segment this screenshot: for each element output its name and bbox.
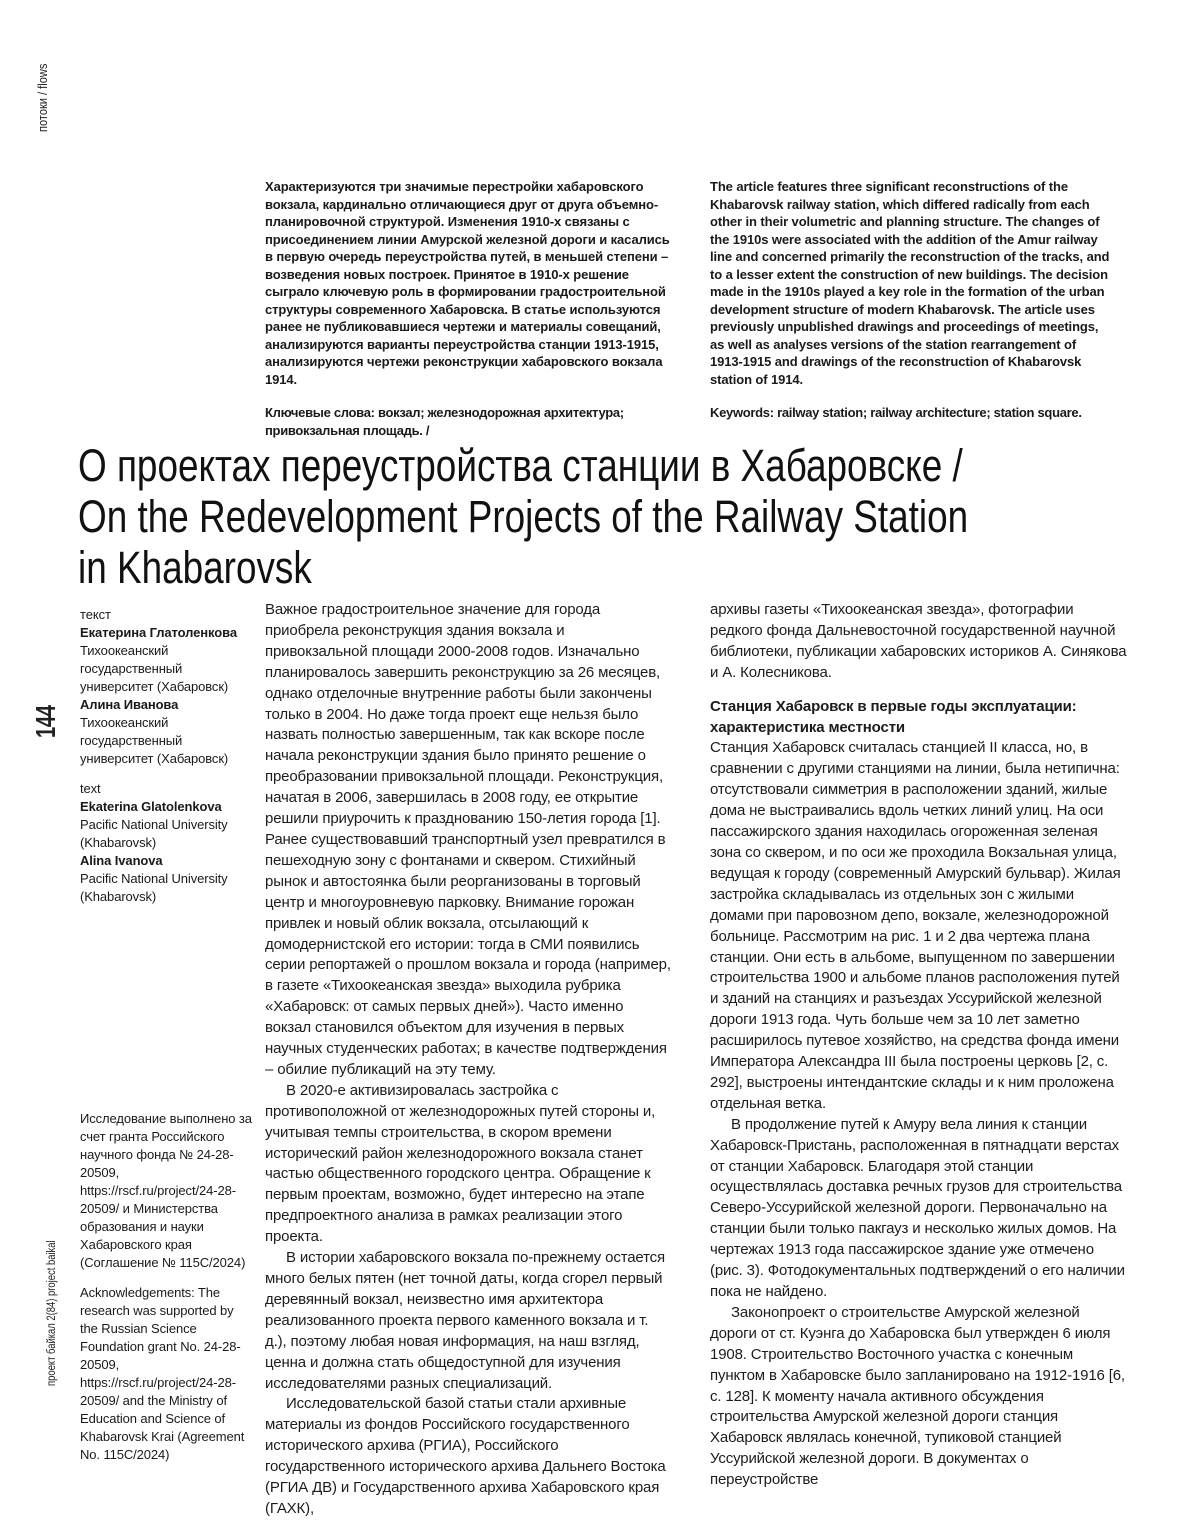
paragraph: В истории хабаровского вокзала по-прежнему остается много белых пятен (нет точной даты, когда сгорел первый деревянный вокзал, неизвестно имя архитектора реализованного проекта первого каменного вокзала и т. д.), поэтому любая новая информация, на наш взгляд, ценна и должна стать общедоступной для изучения исследователями разных специализаций. bbox=[265, 1249, 666, 1392]
article-title-line-3: in Khabarovsk bbox=[78, 542, 312, 593]
author-name: Екатерина Глатоленкова bbox=[80, 625, 237, 640]
acknowledgements-en: Acknowledgements: The research was supported by the Russian Science Foundation grant No. 24-28-20509, https://rscf.ru/project/24-28-20509/ and the Ministry of Education and Science of Khabarovsk Krai (Agreement No. 115C/2024) bbox=[80, 1285, 245, 1462]
abstract-russian-text: Характеризуются три значимые перестройки хабаровского вокзала, кардинально отличающиеся друг от друга объемно-планировочной структурой. Изменения 1910-х связаны с присоединением линии Амурской железной дороги и касались в первую очередь переустройства путей, в меньшей степени – возведения новых построек. Принятое в 1910-х решение сыграло ключевую роль в формировании градостроительной структуры современного Хабаровска. В статье используются ранее не публиковавшиеся чертежи и материалы совещаний, анализируются варианты переустройства станции 1913-1915, анализируются чертежи реконструкции хабаровского вокзала 1914. bbox=[265, 179, 670, 387]
author-affiliation: Тихоокеанский государственный университет (Хабаровск) bbox=[80, 715, 229, 766]
paragraph: Законопроект о строительстве Амурской железной дороги от ст. Куэнга до Хабаровска был утвержден 6 июля 1908. Строительство Восточного участка с конечным пунктом в Хабаровске было запланировано на 1912-1916 [6, с. 128]. К моменту начала активного обсуждения строительства Амурской железной дороги станция Хабаровск являлась конечной, тупиковой станцией Уссурийской железной дороги. В документах о переустройстве bbox=[710, 1303, 1125, 1489]
acknowledgements-block bbox=[80, 1110, 252, 1464]
article-title-line-2: On the Redevelopment Projects of the Railway Station bbox=[78, 491, 969, 542]
author-en-1 bbox=[80, 798, 252, 852]
rubric-vertical-label: потоки / flows bbox=[35, 63, 50, 132]
author-name: Алина Иванова bbox=[80, 697, 179, 712]
paragraph: Исследовательской базой статьи стали архивные материалы из фондов Российского государственного исторического архива (РГИА), Российского государственного исторического архива Дальнего Востока (РГИА ДВ) и Государственного архива Хабаровского края (ГАХК), bbox=[265, 1395, 666, 1517]
abstract-english bbox=[710, 178, 1112, 422]
author-name: Ekaterina Glatolenkova bbox=[80, 799, 222, 814]
authors-label-en: text bbox=[80, 781, 101, 796]
authors-block bbox=[80, 606, 252, 906]
paragraph: В продолжение путей к Амуру вела линия к станции Хабаровск-Пристань, расположенная в пятнадцати верстах от станции Хабаровск. Благодаря этой станции осуществлялась доставка речных грузов для строительства Северо-Уссурийской железной дороги. Первоначально на станции были только пакгауз и несколько жилых домов. На чертежах 1913 года пассажирское здание уже отмечено (рис. 3). Фотодокументальных подтверждений о его наличии пока не найдено. bbox=[710, 1115, 1125, 1300]
article-title-line-1: О проектах переустройства станции в Хабаровске / bbox=[78, 440, 963, 491]
author-en-2 bbox=[80, 852, 252, 906]
abstract-english-text: The article features three significant reconstructions of the Khabarovsk railway station, which differed radically from each other in their volumetric and planning structure. The changes of the 1910s were associated with the addition of the Amur railway line and concerned primarily the reconstruction of the tracks, and to a lesser extent the construction of new buildings. The decision made in the 1910s played a key role in the formation of the urban development structure of modern Khabarovsk. The article uses previously unpublished drawings and proceedings of meetings, as well as analyses versions of the station rearrangement of 1913-1915 and drawings of the reconstruction of Khabarovsk station of 1914. bbox=[710, 179, 1110, 387]
body-column-1 bbox=[265, 600, 671, 1520]
paragraph: Станция Хабаровск считалась станцией II класса, но, в сравнении с другими станциями на линии, была нетипична: отсутствовали симметрия в расположении зданий, жилые дома не выстраивались вдоль четких линий улиц. На оси пассажирского здания находилась огороженная зеленая зона со сквером, и по оси же проходила Вокзальная улица, ведущая к городу (современный Амурский бульвар). Жилая застройка складывалась из отдельных зон с жилыми домами при паровозном депо, вокзале, железнодорожной больнице. Рассмотрим на рис. 1 и 2 два чертежа плана станции. Они есть в альбоме, выпущенном по завершении строительства 1900 и альбоме планов расположения путей и зданий на станциях и разъездах Уссурийской железной дороги 1913 года. Чуть больше чем за 10 лет заметно расширилось путевое хозяйство, на средства фонда имени Императора Александра III была построены церковь [2, с. 292], выстроены интендантские склады и к ним проложена отдельная ветка. bbox=[710, 739, 1121, 1112]
authors-label-ru: текст bbox=[80, 607, 111, 622]
article-title bbox=[78, 440, 968, 593]
author-affiliation: Pacific National University (Khabarovsk) bbox=[80, 871, 228, 904]
page-number: 144 bbox=[30, 705, 61, 738]
keywords-russian: Ключевые слова: вокзал; железнодорожная архитектура; привокзальная площадь. / bbox=[265, 405, 624, 438]
abstract-russian bbox=[265, 178, 671, 439]
author-name: Alina Ivanova bbox=[80, 853, 163, 868]
paragraph: В 2020-е активизировалась застройка с противоположной от железнодорожных путей стороны и, учитывая темпы строительства, в скором времени исторический район железнодорожного вокзала станет частью общественного городского центра. Обращение к первым проектам, возможно, будет интересно на этапе предпроектного анализа в рамках реализации этого проекта. bbox=[265, 1081, 656, 1246]
journal-vertical-label: проект байкал 2(84) project baikal bbox=[46, 1240, 58, 1386]
paragraph: Важное градостроительное значение для города приобрела реконструкция здания вокзала и привокзальной площади 2000-2008 годов. Изначально планировалось завершить реконструкцию за 26 месяцев, однако отделочные внутренние работы были закончены только в 2004. Но даже тогда проект еще нельзя было назвать полностью завершенным, так как вскоре после начала реконструкции здания было принято решение о преобразовании привокзальной площади. Реконструкция, начатая в 2006, завершилась в 2008 году, ее открытие решили приурочить к празднованию 150-летия города [1]. Ранее существовавший транспортный узел превратился в пешеходную зону с фонтанами и сквером. Стихийный рынок и автостоянка были реорганизованы в торговый центр и многоуровневую парковку. Внимание горожан привлек и новый облик вокзала, отсылающий к домодернистской его истории: тогда в СМИ появились серии репортажей о прошлом вокзала и города (например, в газете «Тихоокеанская звезда» выходила рубрика «Хабаровск: от самых первых дней»). Часто именно вокзал становился объектом для изучения в первых научных студенческих работах; в качестве подтверждения – обилие публикаций на эту тему. bbox=[265, 601, 671, 1078]
author-affiliation: Тихоокеанский государственный университет (Хабаровск) bbox=[80, 643, 229, 694]
author-ru-2 bbox=[80, 696, 252, 768]
acknowledgements-ru: Исследование выполнено за счет гранта Российского научного фонда № 24-28-20509, https://rscf.ru/project/24-28-20509/ и Министерства образования и науки Хабаровского края (Соглашение № 115С/2024) bbox=[80, 1111, 252, 1270]
keywords-english: Keywords: railway station; railway architecture; station square. bbox=[710, 405, 1082, 420]
author-ru-1 bbox=[80, 624, 252, 696]
body-column-2 bbox=[710, 600, 1128, 1491]
author-affiliation: Pacific National University (Khabarovsk) bbox=[80, 817, 228, 850]
section-heading: Станция Хабаровск в первые годы эксплуатации: характеристика местности bbox=[710, 697, 1077, 736]
paragraph: архивы газеты «Тихоокеанская звезда», фотографии редкого фонда Дальневосточной государственной научной библиотеки, публикации хабаровских историков А. Синякова и А. Колесникова. bbox=[710, 601, 1127, 681]
